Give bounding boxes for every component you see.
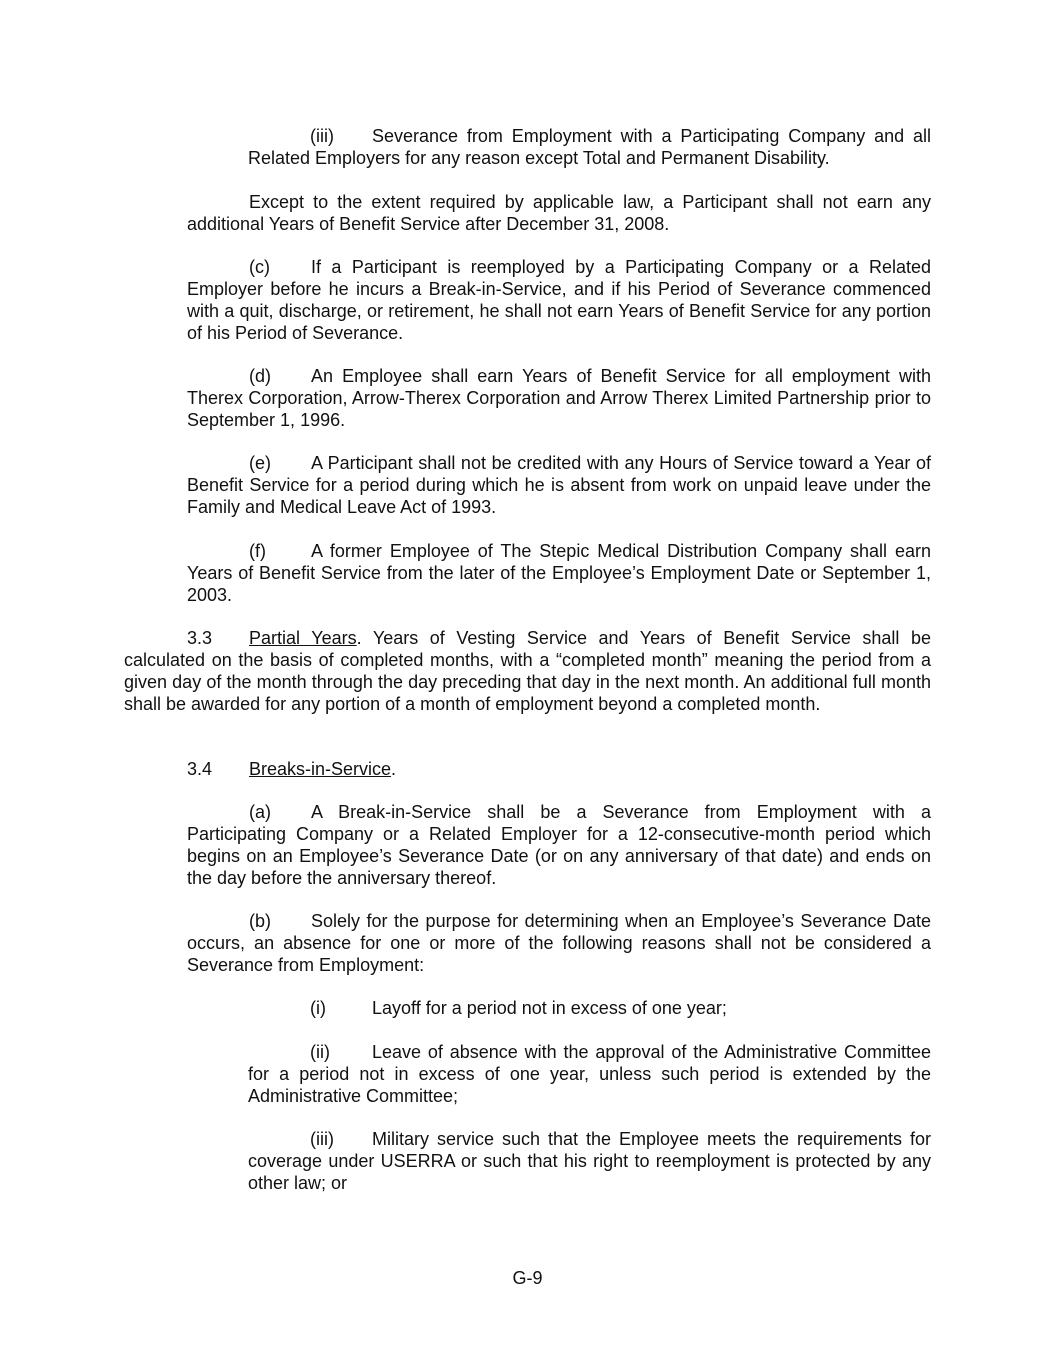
clause-text: Layoff for a period not in excess of one year; bbox=[372, 998, 727, 1018]
clause-number: (d) bbox=[249, 366, 271, 386]
page-number: G-9 bbox=[512, 1268, 543, 1288]
section-number: 3.3 bbox=[187, 628, 213, 648]
clause-text: Solely for the purpose for determining when an Employee’s Severance Date occurs, an absence for one or more of the following reasons shall not be considered a Severance from Employment: bbox=[187, 911, 931, 975]
clause-text: Military service such that the Employee meets the requirements for coverage under USERRA or such that his right to reemployment is protected by any other law; or bbox=[248, 1129, 931, 1193]
section-text: . bbox=[391, 759, 397, 779]
clause-number: (iii) bbox=[310, 126, 334, 146]
clause-text: Severance from Employment with a Participating Company and all Related Employers for any reason except Total and Permanent Disability. bbox=[248, 126, 931, 168]
clause-number: (a) bbox=[249, 802, 271, 822]
clause-i-layoff bbox=[248, 997, 931, 1019]
clause-e-fmla bbox=[187, 452, 931, 518]
clause-iii-military bbox=[248, 1128, 931, 1194]
section-3-3-partial-years bbox=[124, 627, 931, 715]
clause-number: (iii) bbox=[310, 1129, 334, 1149]
clause-f-stepic bbox=[187, 540, 931, 606]
section-heading: Breaks-in-Service bbox=[249, 759, 392, 779]
section-text: . Years of Vesting Service and Years of Benefit Service shall be calculated on the basis of completed months, with a “completed month” meaning the period from a given day of the month through the day preceding that day in the next month. An additional full month shall be awarded for any portion of a month of employment beyond a completed month. bbox=[124, 628, 931, 714]
section-heading: Partial Years bbox=[249, 628, 357, 648]
clause-text: A Participant shall not be credited with any Hours of Service toward a Year of Benefit Service for a period during which he is absent from work on unpaid leave under the Family and Medical Leave Act of 1993. bbox=[187, 453, 931, 517]
clause-number: (c) bbox=[249, 257, 270, 277]
section-3-4-breaks-in-service bbox=[124, 758, 931, 780]
clause-text: A former Employee of The Stepic Medical Distribution Company shall earn Years of Benefit Service from the later of the Employee’s Employment Date or September 1, 2003. bbox=[187, 541, 931, 605]
clause-text: An Employee shall earn Years of Benefit Service for all employment with Therex Corporation, Arrow-Therex Corporation and Arrow Therex Limited Partnership prior to September 1, 1996. bbox=[187, 366, 931, 430]
section-number: 3.4 bbox=[187, 759, 213, 779]
clause-d-therex bbox=[187, 365, 931, 431]
clause-number: (e) bbox=[249, 453, 271, 473]
clause-iii-severance bbox=[248, 125, 931, 169]
paragraph-text: Except to the extent required by applicable law, a Participant shall not earn any additional Years of Benefit Service after December 31, 2008. bbox=[187, 192, 931, 234]
clause-number: (f) bbox=[249, 541, 266, 561]
clause-number: (b) bbox=[249, 911, 271, 931]
clause-c-reemployment bbox=[187, 256, 931, 344]
clause-number: (i) bbox=[310, 998, 326, 1018]
clause-ii-leave bbox=[248, 1041, 931, 1107]
clause-text: A Break-in-Service shall be a Severance from Employment with a Participating Company or a Related Employer for a 12-consecutive-month period which begins on an Employee’s Severance Date (or on any anniversary of that date) and ends on the day before the anniversary thereof. bbox=[187, 802, 931, 888]
clause-a-break-in-service bbox=[187, 801, 931, 889]
clause-number: (ii) bbox=[310, 1042, 330, 1062]
paragraph-except-law bbox=[187, 191, 931, 235]
clause-text: Leave of absence with the approval of the Administrative Committee for a period not in excess of one year, unless such period is extended by the Administrative Committee; bbox=[248, 1042, 931, 1106]
clause-b-severance-date bbox=[187, 910, 931, 976]
clause-text: If a Participant is reemployed by a Participating Company or a Related Employer before he incurs a Break-in-Service, and if his Period of Severance commenced with a quit, discharge, or retirement, he shall not earn Years of Benefit Service for any portion of his Period of Severance. bbox=[187, 257, 931, 343]
